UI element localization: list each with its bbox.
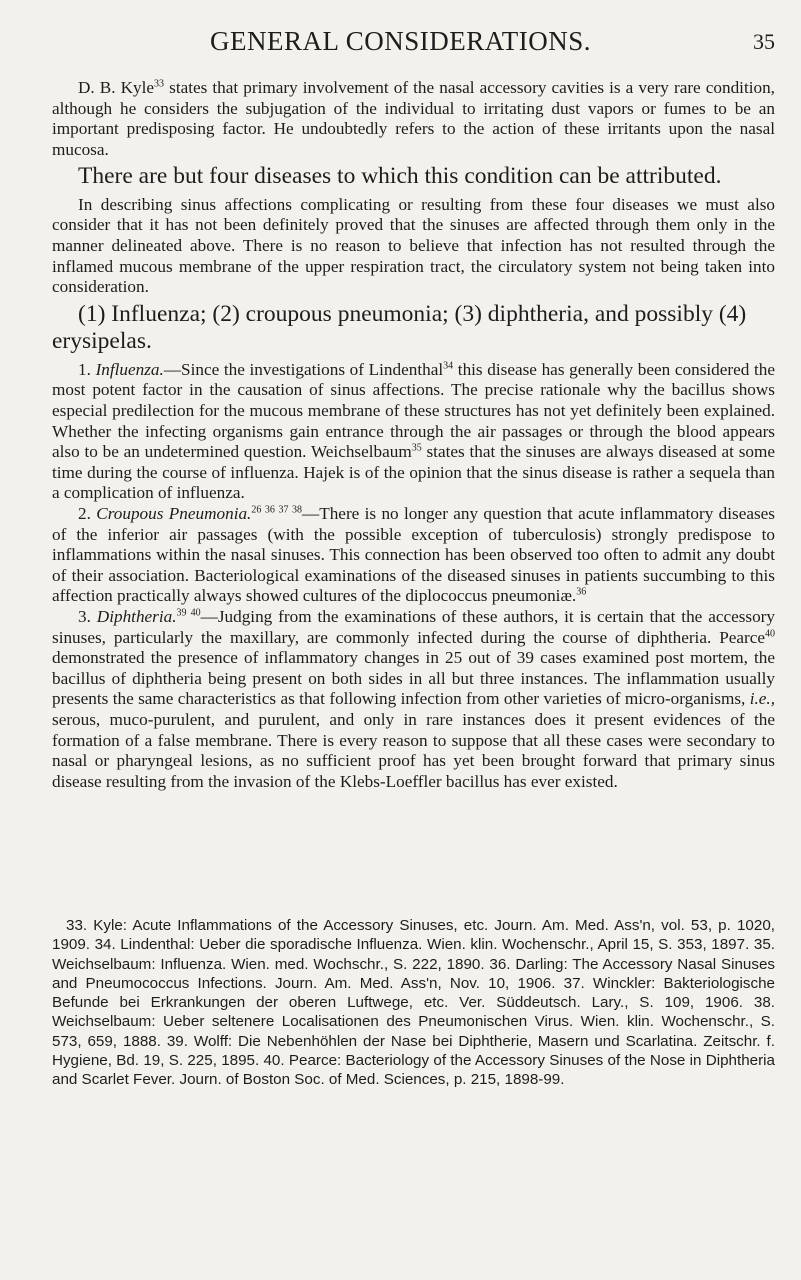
section-number: 2.: [78, 504, 97, 523]
text: states that primary involvement of the nasal accessory cavities is a very rare condition, although he considers the subjugation of the individual to irritating dust vapors or fumes to be an important predisposing factor. He undoubtedly refers to the action of these irritants upon the nasal mucosa.: [52, 78, 775, 159]
section-influenza: [52, 360, 775, 504]
section-title: Croupous Pneumonia.: [96, 504, 252, 523]
footnote-ref: 35: [411, 442, 422, 454]
section-title: Influenza.: [95, 359, 164, 379]
section-diphtheria: [52, 607, 775, 792]
section-croupous-pneumonia: [52, 504, 775, 607]
footnotes: [52, 916, 775, 1090]
footnote-ref: 26 36 37 38: [251, 504, 303, 516]
page-number: 35: [753, 29, 775, 54]
text: states that the sinuses are always diseased at some time during the course of influenza. Hajek is of the opinion that the sinus disease is rather a sequela than a complication of influenza.: [52, 442, 776, 503]
text-italic: i.e.,: [749, 689, 775, 709]
heading-four-diseases: There are but four diseases to which this condition can be attributed.: [78, 163, 722, 190]
paragraph-describing: In describing sinus affections complicating or resulting from these four diseases we must also consider that it has not been definitely proved that the sinuses are affected through them only in the manner delineated above. There is no reason to believe that infection has not resulted through the inflamed mucous membrane of the upper respiration tract, the circulatory system not being taken into consideration.: [52, 194, 775, 297]
section-title: Diphtheria.: [96, 606, 177, 626]
section-number: 1.: [78, 359, 96, 379]
footnote-ref: 34: [443, 360, 454, 372]
text: —Judging from the examinations of these authors, it is certain that the accessory sinuses, particularly the maxillary, are commonly infected during the course of diphtheria. Pearce: [52, 606, 776, 647]
text: this disease has generally been considered the most potent factor in the causation of sinus affections. The precise rationale why the bacillus shows especial predilection for the mucous membrane of these structures has not yet definitely been explained. Whether the infecting organisms gain entrance through the air passages or through the blood appears also to be an undetermined question. Weichselbaum: [52, 359, 775, 462]
footnote-ref: 40: [765, 627, 775, 639]
text: serous, muco-purulent, and purulent, and only in rare instances does it present evidences of the formation of a false membrane. There is every reason to suppose that all these cases were secondary to nasal or pharyngeal lesions, as no sufficient proof has yet been brought forward that primary sinus disease resulting from the invasion of the Klebs-Loeffler bacillus has ever existed.: [52, 709, 775, 791]
footnote-ref: 33: [154, 78, 165, 90]
text: —Since the investigations of Lindenthal: [163, 359, 444, 379]
section-number: 3.: [78, 606, 97, 626]
heading-disease-list: (1) Influenza; (2) croupous pneumonia; (3) diphtheria, and possibly (4) erysipelas.: [52, 300, 747, 355]
footnote-ref: 36: [576, 586, 587, 598]
text: —There is no longer any question that acute inflammatory diseases of the inferior air passages (with the possible exception of tuberculosis) strongly predispose to inflammations within the nasal sinuses. This connection has been observed too often to admit any doubt of their association. Bacteriological examinations of the diseased sinuses in patients succumbing to this affection practically always showed cultures of the diplococcus pneumoniæ.: [52, 504, 775, 606]
running-head: GENERAL CONSIDERATIONS.: [210, 26, 591, 56]
body-text: [52, 78, 775, 792]
text: demonstrated the presence of inflammatory changes in 25 out of 39 cases examined post mortem, the bacillus of diphtheria being present on both sides in all but three instances. The inflammation usually presents the same characteristics as that following infection from other varieties of micro-organisms,: [52, 648, 775, 709]
footnote-text: 33. Kyle: Acute Inflammations of the Accessory Sinuses, etc. Journ. Am. Med. Ass'n, vol. 53, p. 1020, 1909. 34. Lindenthal: Ueber die sporadische Influenza. Wien. klin. Wochenschr., April 15, S. 353, 1897. 35. Weichselbaum: Influenza. Wien. med. Wochschr., S. 222, 1890. 36. Darling: The Accessory Nasal Sinuses and Pneumococcus Infections. Journ. Am. Med. Ass'n, Nov. 10, 1906. 37. Winckler: Bakteriologische Befunde bei Erkrankungen der oberen Luftwege, etc. Ver. Süddeutsch. Lary., S. 109, 1906. 38. Weichselbaum: Ueber seltenere Localisationen des Pneumonischen Virus. Wien. klin. Wochenschr., S. 573, 659, 1888. 39. Wolff: Die Nebenhöhlen der Nase bei Diphtherie, Masern und Scarlatina. Zeitschr. f. Hygiene, Bd. 19, S. 225, 1895. 40. Pearce: Bacteriology of the Accessory Sinuses of the Nose in Diphtheria and Scarlet Fever. Journ. of Boston Soc. of Med. Sciences, p. 215, 1898-99.: [52, 917, 775, 1089]
paragraph-kyle: [52, 78, 775, 160]
text: D. B. Kyle: [78, 78, 155, 97]
footnote-ref: 39 40: [176, 607, 201, 619]
